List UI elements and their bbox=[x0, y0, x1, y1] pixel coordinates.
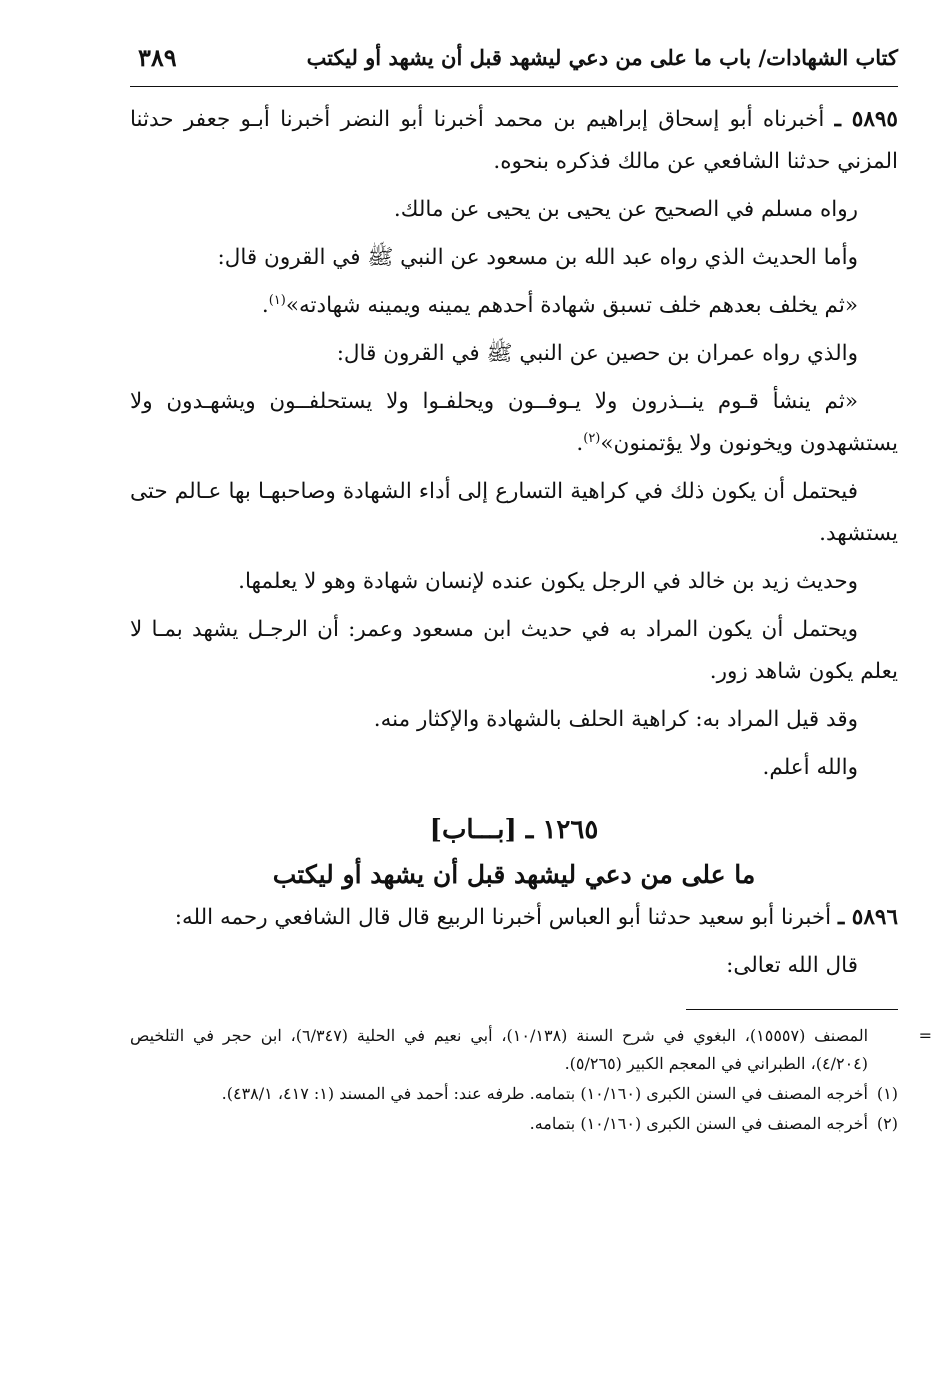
running-header bbox=[130, 38, 898, 78]
footnote-ref: (١) bbox=[268, 292, 286, 308]
chapter-title: ما على من دعي ليشهد قبل أن يشهد أو ليكتب bbox=[272, 860, 756, 889]
footnote bbox=[130, 1110, 898, 1138]
footnote bbox=[130, 1080, 898, 1108]
paragraph-text: «ثم ينشأ قـوم ينــذرون ولا يـوفــون ويحلفـوا ولا يستحلفــون ويشهـدون ولا يستشهدون ويخونون ولا يؤتمنون» bbox=[130, 389, 898, 456]
footnote-continuation-mark: = bbox=[918, 1026, 932, 1045]
footnote-rule bbox=[686, 1009, 898, 1010]
footnote-text: أخرجه المصنف في السنن الكبرى (١٠/١٦٠) بتمامه. طرفه عند: أحمد في المسند (١: ٤١٧، ٤٣٨/١). bbox=[221, 1084, 868, 1103]
main-text bbox=[130, 99, 898, 987]
chapter-number: ١٢٦٥ ـ [بـــاب] bbox=[429, 815, 599, 845]
paragraph-text: وحديث زيد بن خالد في الرجل يكون عنده لإنسان شهادة وهو لا يعلمها. bbox=[238, 569, 858, 594]
paragraph-text: أخبرناه أبو إسحاق إبراهيم بن محمد أخبرنا أبو النضر أخبرنا أبـو جعفر حدثنا المزني حدثنا الشافعي عن مالك فذكره بنحوه. bbox=[130, 107, 898, 174]
footnote-marker bbox=[868, 1022, 898, 1078]
paragraph-text: رواه مسلم في الصحيح عن يحيى بن يحيى عن مالك. bbox=[393, 197, 858, 222]
running-header-title: كتاب الشهادات/ باب ما على من دعي ليشهد قبل أن يشهد أو ليكتب bbox=[306, 45, 898, 70]
paragraph-text: والذي رواه عمران بن حصين عن النبي ﷺ في القرون قال: bbox=[336, 341, 858, 366]
paragraph bbox=[130, 237, 898, 279]
footnote-rule-wrap bbox=[130, 1009, 898, 1022]
paragraph bbox=[130, 747, 898, 789]
paragraph-tail: . bbox=[576, 431, 584, 456]
page-number: ٣٨٩ bbox=[138, 43, 177, 72]
paragraph-text: وقد قيل المراد به: كراهية الحلف بالشهادة والإكثار منه. bbox=[373, 707, 858, 732]
paragraph-text: فيحتمل أن يكون ذلك في كراهية التسارع إلى أداء الشهادة وصاحبهـا بها عـالم حتى يستشهد. bbox=[130, 479, 898, 546]
hadith-number: ٥٨٩٦ ـ bbox=[838, 905, 898, 930]
hadith-number: ٥٨٩٥ ـ bbox=[834, 107, 898, 132]
footnote-text: المصنف (١٥٥٥٧)، البغوي في شرح السنة (١٠/١٣٨)، أبي نعيم في الحلية (٦/٣٤٧)، ابن حجر في التلخيص (٤/٢٠٤)، الطبراني في المعجم الكبير (٥/٢٦٥). bbox=[130, 1026, 869, 1073]
quote-paragraph bbox=[130, 381, 898, 465]
footnotes bbox=[130, 1022, 932, 1138]
paragraph-text: قال الله تعالى: bbox=[726, 953, 858, 978]
footnote-text: أخرجه المصنف في السنن الكبرى (١٠/١٦٠) بتمامه. bbox=[529, 1114, 868, 1133]
header-rule bbox=[130, 86, 898, 87]
paragraph bbox=[130, 189, 898, 231]
paragraph-text: أخبرنا أبو سعيد حدثنا أبو العباس أخبرنا الربيع قال قال الشافعي رحمه الله: bbox=[174, 905, 832, 930]
hadith-paragraph bbox=[130, 99, 898, 183]
paragraph bbox=[130, 609, 898, 693]
footnote-marker: (١) bbox=[876, 1084, 898, 1103]
paragraph-text: والله أعلم. bbox=[762, 755, 858, 780]
footnote bbox=[130, 1022, 898, 1078]
paragraph-text: وأما الحديث الذي رواه عبد الله بن مسعود عن النبي ﷺ في القرون قال: bbox=[217, 245, 858, 270]
paragraph-text: «ثم يخلف بعدهم خلف تسبق شهادة أحدهم يمينه ويمينه شهادته» bbox=[285, 293, 858, 318]
paragraph bbox=[130, 471, 898, 555]
paragraph bbox=[130, 561, 898, 603]
footnote-ref: (٢) bbox=[583, 430, 601, 446]
footnote-marker: (٢) bbox=[876, 1114, 898, 1133]
paragraph bbox=[130, 699, 898, 741]
paragraph bbox=[130, 333, 898, 375]
paragraph-text: ويحتمل أن يكون المراد به في حديث ابن مسعود وعمر: أن الرجـل يشهد بمـا لا يعلم يكون شاهد زور. bbox=[130, 617, 898, 684]
chapter-heading bbox=[130, 807, 898, 897]
book-page bbox=[130, 38, 932, 1358]
hadith-paragraph bbox=[130, 897, 898, 939]
quote-paragraph bbox=[130, 285, 898, 327]
paragraph-tail: . bbox=[261, 293, 269, 318]
paragraph bbox=[130, 945, 898, 987]
